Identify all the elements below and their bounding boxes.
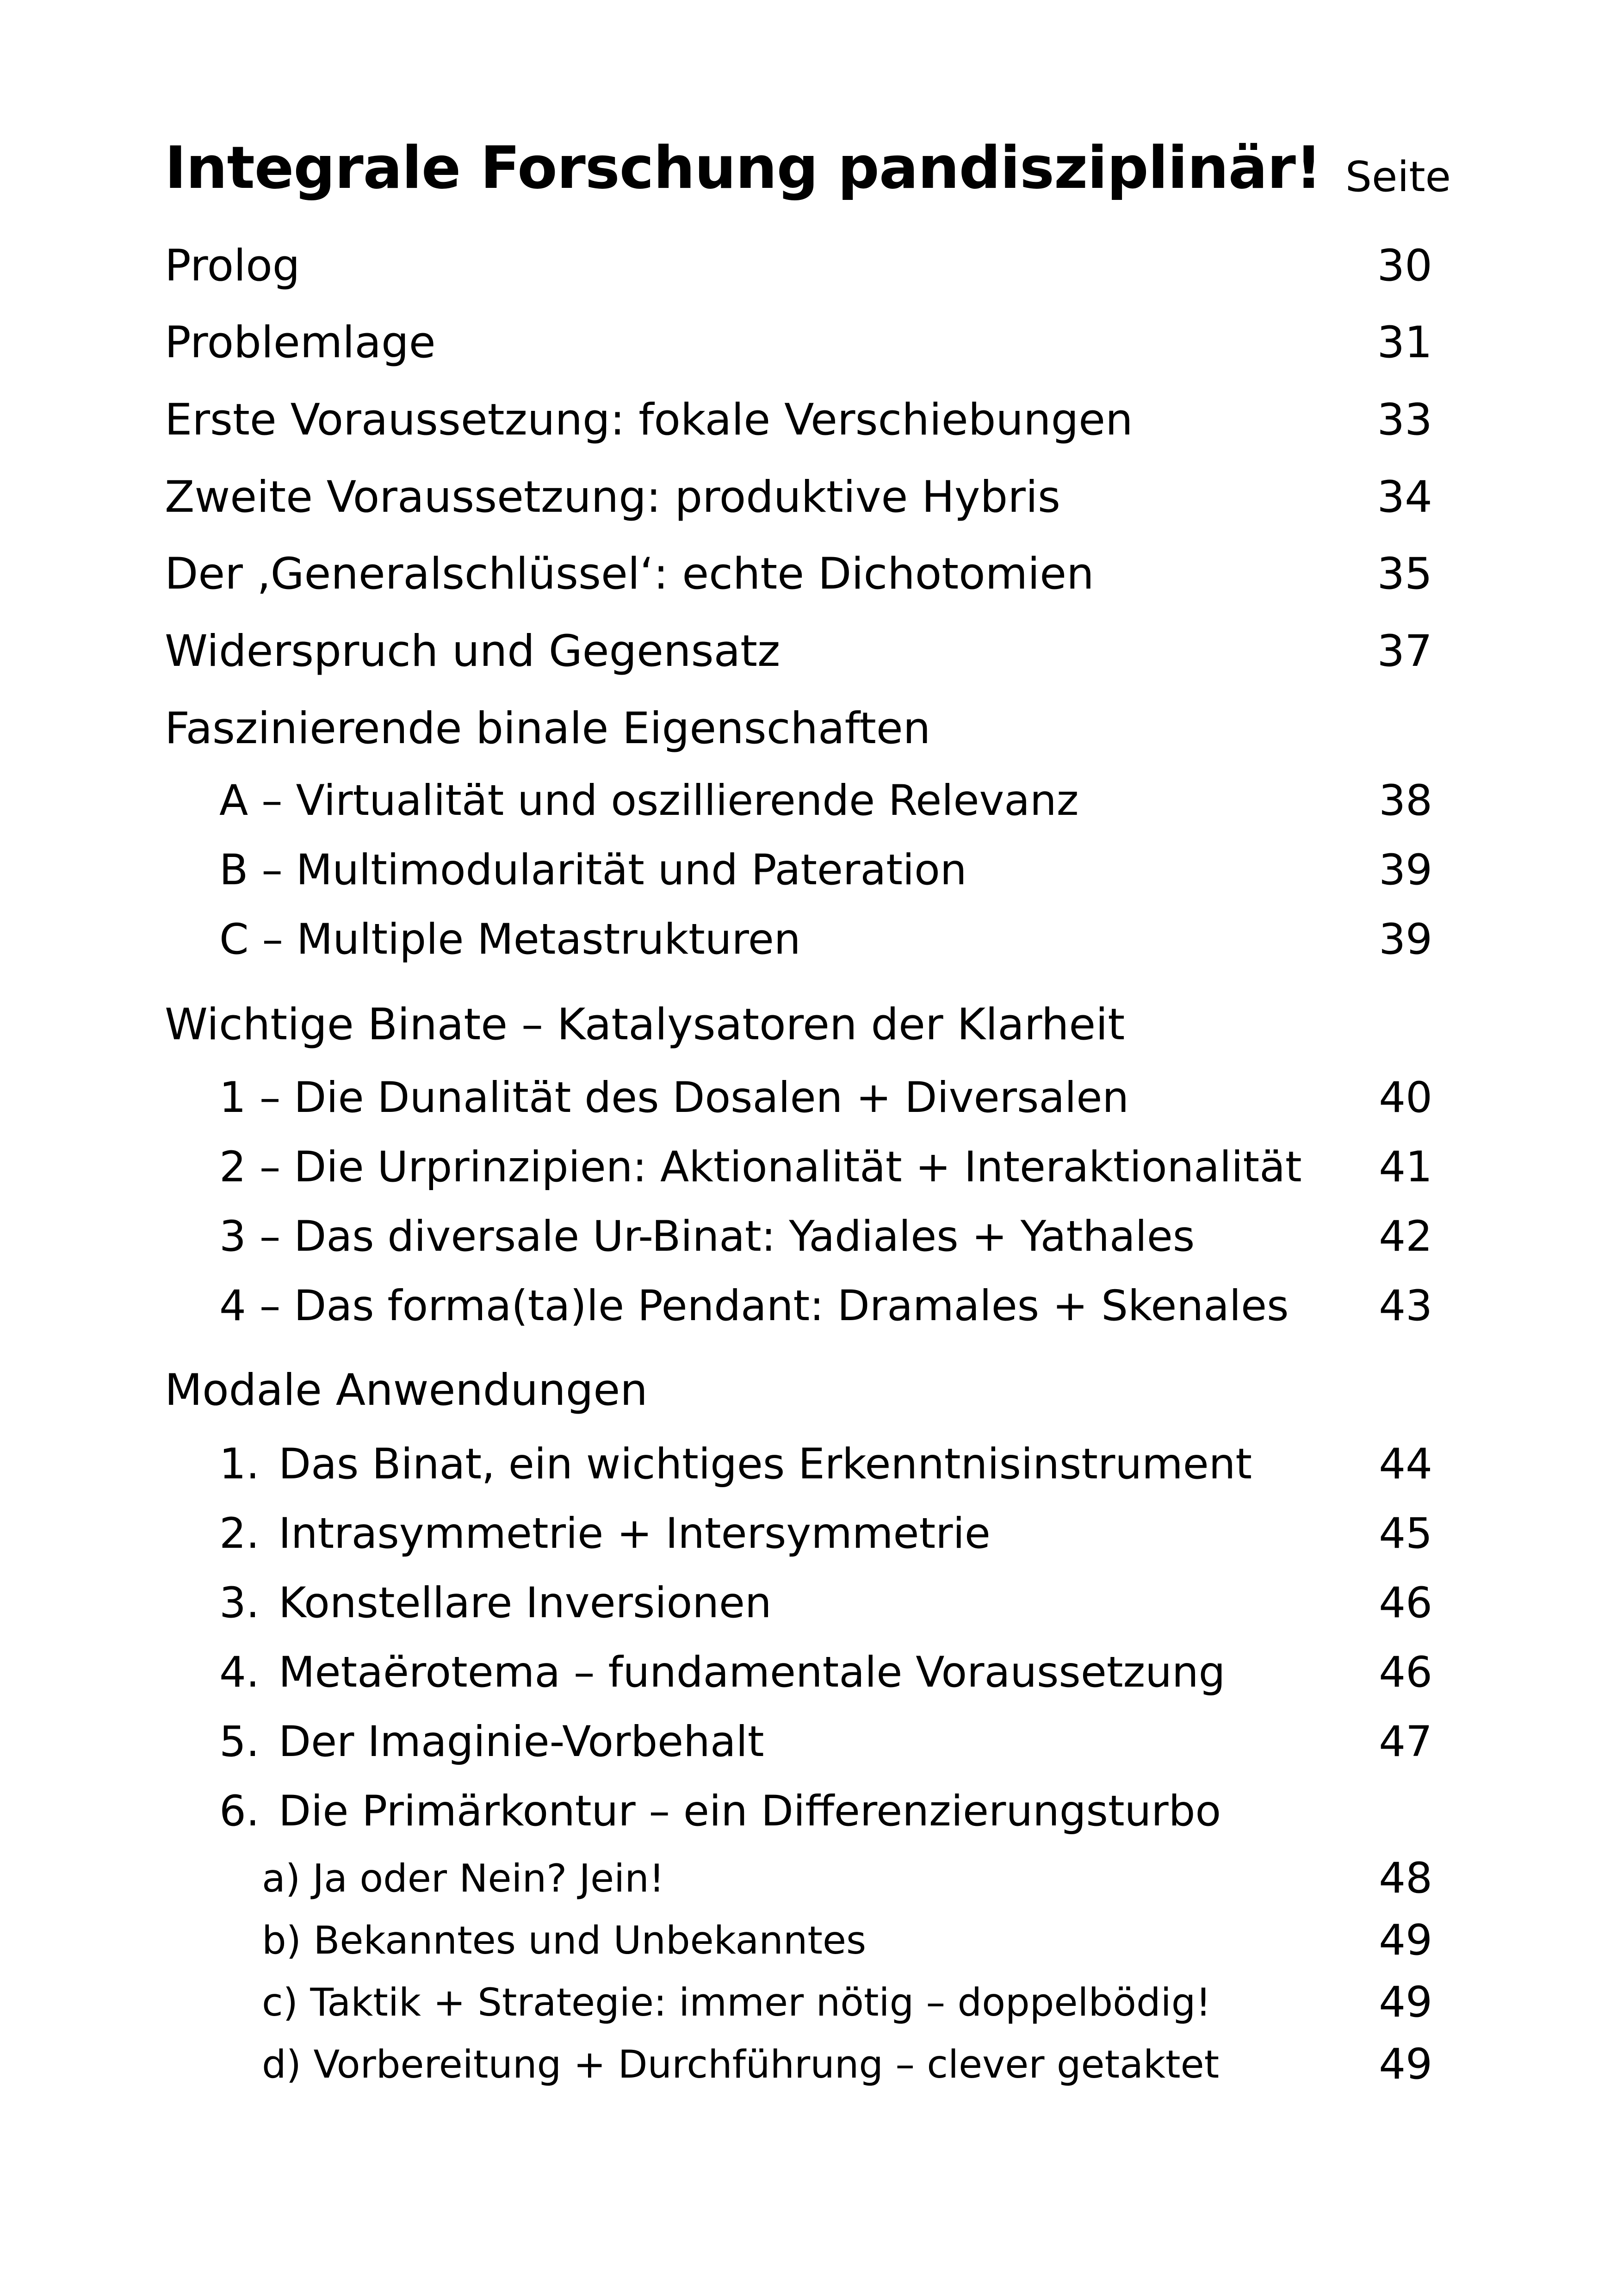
toc-entry-number: 3. [219, 1579, 260, 1627]
toc-entry-label: a) Ja oder Nein? Jein! [262, 1856, 665, 1901]
toc-subentry [165, 1207, 1432, 1267]
toc-entry-label: 1 – Die Dunalität des Dosalen + Diversalen [219, 1074, 1129, 1122]
toc-entry-label: 4 – Das forma(ta)le Pendant: Dramales + Skenales [219, 1282, 1289, 1330]
toc-numbered-entry [165, 1643, 1432, 1703]
toc-entry-label: C – Multiple Metastrukturen [219, 915, 801, 964]
toc-entry-number: 1. [219, 1440, 260, 1489]
toc-entry-label: d) Vorbereitung + Durchführung – clever getaktet [262, 2042, 1220, 2087]
toc-entry-text: Der Imaginie-Vorbehalt [279, 1718, 764, 1766]
toc-subsubentry [165, 2037, 1432, 2092]
toc-entry-text: Konstellare Inversionen [279, 1579, 772, 1627]
toc-entry-label: Problemlage [165, 317, 436, 368]
toc-subentry [165, 1276, 1432, 1336]
toc-entry-page: 46 [1379, 1648, 1432, 1697]
toc-entry-page: 47 [1379, 1718, 1432, 1766]
toc-entry-label [219, 1504, 991, 1564]
toc-entry-number: 4. [219, 1648, 260, 1697]
toc-entry-page: 37 [1377, 626, 1432, 676]
toc-subentry [165, 910, 1432, 970]
toc-entry [165, 467, 1432, 527]
toc-entry-text: Intrasymmetrie + Intersymmetrie [279, 1509, 991, 1558]
toc-entry-page: 48 [1379, 1854, 1432, 1903]
toc-entry-page: 45 [1379, 1509, 1432, 1558]
toc-entry-text: Das Binat, ein wichtiges Erkenntnisinstrument [279, 1440, 1252, 1489]
toc-entry-number: 6. [219, 1787, 260, 1836]
toc-entry-page: 30 [1377, 241, 1432, 291]
toc-entry-label: 2 – Die Urprinzipien: Aktionalität + Interaktionalität [219, 1143, 1302, 1191]
toc-entry-label: 3 – Das diversale Ur-Binat: Yadiales + Yathales [219, 1212, 1195, 1261]
toc-entry-page: 41 [1379, 1143, 1432, 1191]
toc-entry-label [219, 1643, 1225, 1703]
toc-numbered-entry [165, 1504, 1432, 1564]
toc-entry-page: 42 [1379, 1212, 1432, 1261]
toc-entry-label: Erste Voraussetzung: fokale Verschiebungen [165, 395, 1133, 445]
toc-entry-label: B – Multimodularität und Pateration [219, 846, 967, 894]
toc-entry-page: 44 [1379, 1440, 1432, 1489]
toc-entry-label: Wichtige Binate – Katalysatoren der Klarheit [165, 999, 1125, 1050]
toc-entry-text: Die Primärkontur – ein Differenzierungsturbo [279, 1787, 1221, 1836]
toc-subsubentry [165, 1851, 1432, 1906]
toc-entry-page: 49 [1379, 1916, 1432, 1965]
toc-numbered-entry [165, 1573, 1432, 1633]
toc-entry-page: 49 [1379, 1978, 1432, 2027]
toc-entry-page: 31 [1377, 317, 1432, 368]
toc-entry [165, 621, 1432, 682]
toc-entry-label: Der ‚Generalschlüssel‘: echte Dichotomien [165, 549, 1094, 599]
toc-entry [165, 236, 1432, 296]
toc-entry-page: 40 [1379, 1074, 1432, 1122]
toc-entry-page: 33 [1377, 395, 1432, 445]
toc-entry-page: 46 [1379, 1579, 1432, 1627]
toc-entry-label [219, 1712, 764, 1772]
page-column-label: Seite [1345, 153, 1451, 201]
toc-entry-text: Metaërotema – fundamentale Voraussetzung [279, 1648, 1226, 1697]
toc-entry-label: c) Taktik + Strategie: immer nötig – doppelbödig! [262, 1980, 1211, 2025]
toc-entry-label [219, 1573, 772, 1633]
toc-entry-label [219, 1781, 1221, 1842]
toc-entry-label: Modale Anwendungen [165, 1365, 648, 1415]
toc-subsubentry [165, 1913, 1432, 1968]
toc-section-heading [165, 1360, 1432, 1421]
toc-entry-label: Zweite Voraussetzung: produktive Hybris [165, 472, 1060, 522]
toc-section-heading [165, 995, 1432, 1055]
title-row [165, 124, 1451, 212]
toc-numbered-entry [165, 1781, 1432, 1842]
toc-entry-page: 38 [1379, 776, 1432, 825]
toc-entry-page: 34 [1377, 472, 1432, 522]
toc-entry [165, 390, 1432, 450]
toc-entry-label: b) Bekanntes und Unbekanntes [262, 1918, 867, 1963]
toc-entry-number: 5. [219, 1718, 260, 1766]
toc-numbered-entry [165, 1712, 1432, 1772]
toc-entry-page: 49 [1379, 2040, 1432, 2089]
toc-entry-page: 39 [1379, 846, 1432, 894]
page-title: Integrale Forschung pandisziplinär! [165, 134, 1322, 202]
toc-entry-label: Faszinierende binale Eigenschaften [165, 703, 931, 754]
toc-entry-label [219, 1434, 1252, 1495]
toc-subentry [165, 1068, 1432, 1128]
toc-entry-page: 39 [1379, 915, 1432, 964]
toc-entry [165, 544, 1432, 604]
toc-entry [165, 313, 1432, 373]
toc-entry-page: 43 [1379, 1282, 1432, 1330]
toc-entry-page: 35 [1377, 549, 1432, 599]
toc-subentry [165, 840, 1432, 900]
toc-subentry [165, 771, 1432, 831]
toc-entry-number: 2. [219, 1509, 260, 1558]
toc-entry-label: Widerspruch und Gegensatz [165, 626, 781, 676]
toc-entry-label: A – Virtualität und oszillierende Relevanz [219, 776, 1079, 825]
toc-subsubentry [165, 1975, 1432, 2030]
toc-numbered-entry [165, 1434, 1432, 1495]
toc-entry-label: Prolog [165, 241, 300, 291]
toc-section-heading [165, 699, 1432, 759]
toc-subentry [165, 1137, 1432, 1198]
